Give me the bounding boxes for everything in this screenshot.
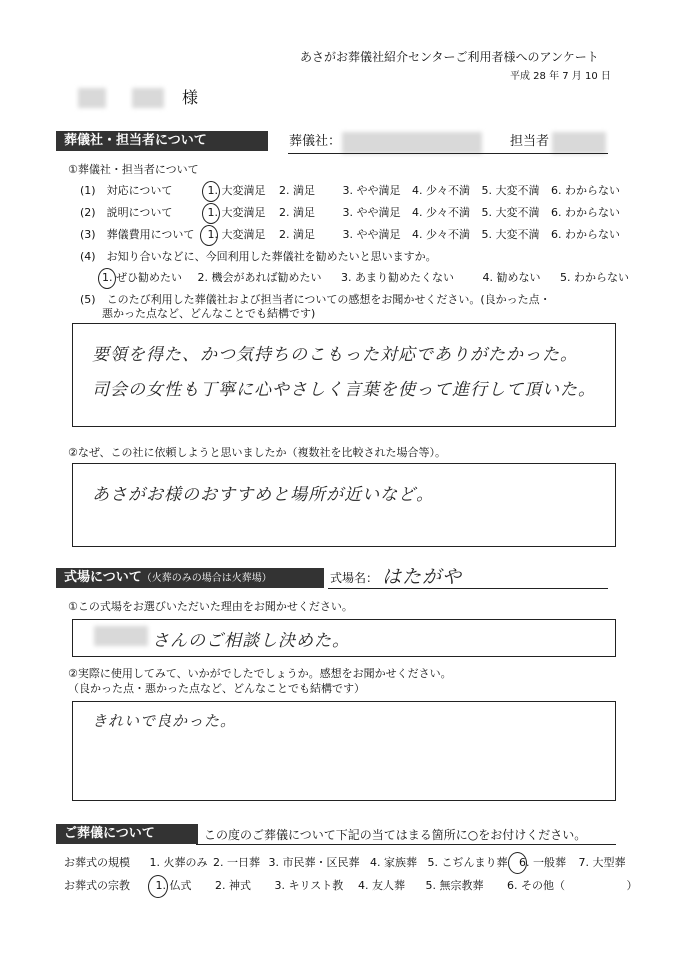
redacted-person: [94, 626, 148, 646]
option-4[interactable]: 4. 少々不満: [412, 206, 470, 219]
option-5[interactable]: 5. 大変不満: [481, 184, 540, 197]
scale-option-4[interactable]: 4. 家族葬: [370, 856, 417, 869]
q5-label-cont: 悪かった点など、どんなことでも結構です): [102, 307, 316, 320]
q2-label: ②なぜ、この社に依頼しようと思いましたか（複数社を比較された場合等）。: [68, 446, 447, 459]
option-1[interactable]: 1. 大変満足: [207, 228, 266, 241]
section-heading-funeral-company: 葬儀社・担当者について: [56, 131, 268, 151]
scale-label: お葬式の規模: [64, 856, 130, 869]
rating-row-1: [80, 184, 620, 198]
survey-title: あさがお葬儀社紹介センターご利用者様へのアンケート: [300, 50, 599, 64]
scale-option-1[interactable]: 1. 火葬のみ: [149, 856, 208, 869]
q5-answer-line-1: 要領を得た、かつ気持ちのこもった対応でありがたかった。: [92, 345, 578, 365]
redacted-name-2: [132, 88, 164, 108]
rating-row-3: [80, 228, 620, 242]
venue-heading-text: 式場について: [64, 570, 142, 585]
q2-answer: あさがお様のおすすめと場所が近いなど。: [92, 485, 435, 505]
section-heading-funeral: ご葬儀について: [56, 824, 198, 844]
scale-option-6[interactable]: 6. 一般葬: [519, 856, 566, 869]
q4-label: (4) お知り合いなどに、今回利用した葬儀社を勧めたいと思いますか。: [80, 250, 437, 263]
venue-q1-label: ①この式場をお選びいただいた理由をお聞かせください。: [68, 600, 353, 613]
company-underline: [288, 153, 608, 154]
selected-circle: [98, 268, 116, 289]
option-3[interactable]: 3. やや満足: [342, 228, 401, 241]
venue-q1-answer: さんのご相談し決めた。: [152, 631, 350, 651]
option-2[interactable]: 2. 満足: [279, 228, 315, 241]
company-label: 葬儀社：: [289, 134, 342, 149]
scale-option-2[interactable]: 2. 一日葬: [213, 856, 260, 869]
option-3[interactable]: 3. やや満足: [342, 206, 401, 219]
redacted-name-1: [78, 88, 106, 108]
q4-options: [102, 271, 629, 285]
q5-label: (5) このたび利用した葬儀社および担当者についての感想をお聞かせください。(良かった点・: [80, 293, 551, 306]
survey-date: 平成 28 年 7 月 10 日: [510, 71, 611, 82]
q4-option-1[interactable]: 1. ぜひ勧めたい: [102, 271, 182, 284]
subheading-company: ①葬儀社・担当者について: [68, 163, 199, 176]
venue-q2-label: ②実際に使用してみて、いかがでしたでしょうか。感想をお聞かせください。: [68, 667, 452, 680]
option-6[interactable]: 6. わからない: [551, 184, 620, 197]
q4-option-4[interactable]: 4. 勧めない: [482, 271, 541, 284]
venue-q2-label-cont: （良かった点・悪かった点など、どんなことでも結構です）: [68, 682, 365, 695]
religion-option-4[interactable]: 4. 友人葬: [358, 879, 405, 892]
rating-row-2: [80, 206, 620, 220]
venue-underline: [328, 588, 608, 589]
option-6[interactable]: 6. わからない: [551, 206, 620, 219]
venue-name: はたがや: [382, 566, 463, 588]
religion-option-5[interactable]: 5. 無宗教葬: [425, 879, 484, 892]
rating-row-label: (1) 対応について: [80, 184, 173, 197]
selected-circle: [202, 203, 220, 224]
q5-answer-line-2: 司会の女性も丁寧に心やさしく言葉を使って進行して頂いた。: [92, 380, 596, 400]
venue-q2-answer: きれいで良かった。: [92, 712, 237, 730]
selected-circle: [200, 225, 218, 246]
option-3[interactable]: 3. やや満足: [342, 184, 401, 197]
staff-label: 担当者: [510, 134, 550, 149]
religion-label: お葬式の宗教: [64, 879, 130, 892]
rating-row-label: (2) 説明について: [80, 206, 173, 219]
section-heading-venue: [56, 568, 324, 588]
option-2[interactable]: 2. 満足: [279, 206, 315, 219]
religion-option-3[interactable]: 3. キリスト教: [274, 879, 344, 892]
venue-label: 式場名：: [330, 571, 379, 585]
option-1[interactable]: 1. 大変満足: [207, 206, 266, 219]
option-4[interactable]: 4. 少々不満: [412, 184, 470, 197]
option-5[interactable]: 5. 大変不満: [481, 206, 540, 219]
venue-heading-note: （火葬のみの場合は火葬場）: [141, 573, 272, 584]
q4-option-5[interactable]: 5. わからない: [560, 271, 629, 284]
option-6[interactable]: 6. わからない: [551, 228, 620, 241]
scale-option-5[interactable]: 5. こぢんまり葬: [427, 856, 508, 869]
option-4[interactable]: 4. 少々不満: [412, 228, 470, 241]
redacted-staff: [552, 132, 606, 154]
option-5[interactable]: 5. 大変不満: [481, 228, 540, 241]
section3-instruction: この度のご葬儀について下記の当てはまる箇所に○をお付けください。: [204, 828, 587, 842]
scale-option-3[interactable]: 3. 市民葬・区民葬: [268, 856, 360, 869]
religion-close-paren: ）: [626, 879, 638, 892]
q2-answer-box[interactable]: [72, 463, 616, 547]
selected-circle: [148, 875, 168, 898]
religion-option-6[interactable]: 6. その他（: [507, 879, 565, 892]
option-2[interactable]: 2. 満足: [279, 184, 315, 197]
q4-option-3[interactable]: 3. あまり勧めたくない: [341, 271, 454, 284]
q4-option-2[interactable]: 2. 機会があれば勧めたい: [197, 271, 322, 284]
honorific: 様: [182, 88, 199, 107]
option-1[interactable]: 1. 大変満足: [207, 184, 266, 197]
scale-row: [64, 856, 626, 870]
selected-circle: [508, 852, 527, 874]
scale-option-7[interactable]: 7. 大型葬: [578, 856, 626, 869]
redacted-company: [342, 132, 482, 154]
rating-row-label: (3) 葬儀費用について: [80, 228, 195, 241]
selected-circle: [202, 181, 220, 202]
instruction-underline: [196, 844, 616, 845]
religion-option-1[interactable]: 1. 仏式: [155, 879, 192, 892]
religion-option-2[interactable]: 2. 神式: [215, 879, 251, 892]
